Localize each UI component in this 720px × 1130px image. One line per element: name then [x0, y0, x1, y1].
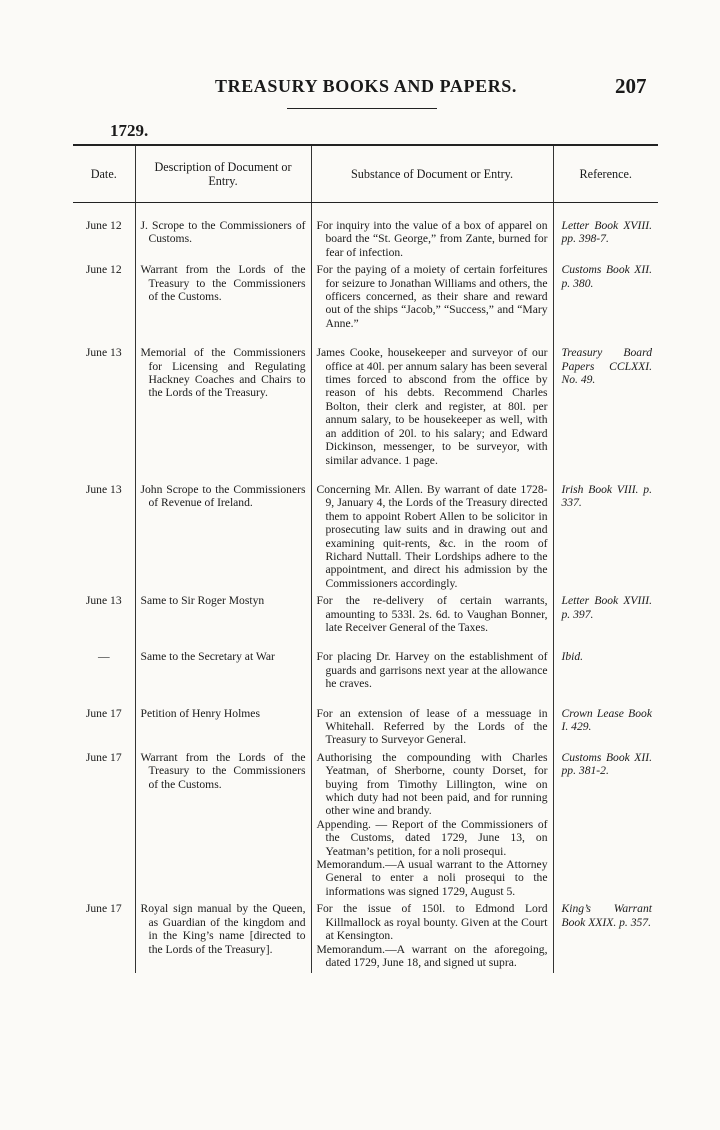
entry-description: Same to the Secretary at War — [135, 650, 311, 694]
entry-reference: Treasury Board Papers CCLXXI. No. 49. — [553, 346, 658, 471]
memorandum-paragraph: Memorandum.—A warrant on the aforegoing, dated 1729, June 18, and signed ut supra. — [316, 942, 548, 969]
treasury-table — [73, 144, 658, 973]
table-row — [73, 483, 658, 594]
year-heading: 1729. — [110, 121, 149, 140]
column-header-date: Date. — [73, 145, 135, 203]
table-row — [73, 707, 658, 751]
column-header-substance: Substance of Document or Entry. — [311, 145, 553, 203]
entry-substance: For inquiry into the value of a box of apparel on board the “St. George,” from Zante, burned for fear of infection. — [311, 203, 553, 264]
entry-description: Warrant from the Lords of the Treasury to the Commissioners of the Customs. — [135, 263, 311, 334]
entry-substance: Concerning Mr. Allen. By warrant of date 1728-9, January 4, the Lords of the Treasury directed them to appoint Robert Allen to be solicitor in prosecuting law suits and in drawing out and examining quit-rents, &c. in the room of Richard Nuttall. Their Lordships adhere to the appointment, and direct his admission by the Commissioners accordingly. — [311, 483, 553, 594]
entry-description: Royal sign manual by the Queen, as Guardian of the kingdom and in the King’s name [directed to the Lords of the Treasury]. — [135, 902, 311, 973]
entry-date: June 13 — [85, 346, 122, 360]
entry-date: — — [97, 650, 110, 664]
table-row — [73, 751, 658, 902]
entry-reference: Ibid. — [553, 650, 658, 694]
header-rule — [287, 108, 437, 109]
page-number: 207 — [615, 74, 647, 98]
entry-description: Warrant from the Lords of the Treasury to the Commissioners of the Customs. — [135, 751, 311, 902]
entry-reference: Crown Lease Book I. 429. — [553, 707, 658, 751]
entry-date: June 17 — [85, 750, 122, 764]
table-row — [73, 650, 658, 694]
entry-description: Same to Sir Roger Mostyn — [135, 594, 311, 638]
memorandum-paragraph: Memorandum.—A usual warrant to the Attorney General to enter a noli prosequi to the informations was signed 1729, August 5. — [316, 858, 548, 898]
running-header — [0, 72, 720, 102]
entry-substance: For placing Dr. Harvey on the establishment of guards and garrisons next year at the allowance he craves. — [311, 650, 553, 694]
entry-date: June 12 — [85, 219, 122, 232]
appending-paragraph: Appending. — Report of the Commissioners of the Customs, dated 1729, June 13, on Yeatman’s petition, for a noli prosequi. — [316, 817, 548, 858]
entry-date: June 13 — [85, 594, 122, 608]
entry-reference: Irish Book VIII. p. 337. — [553, 483, 658, 594]
table-row — [73, 203, 658, 264]
page-title: TREASURY BOOKS AND PAPERS. — [215, 76, 518, 96]
entry-reference: King’s Warrant Book XXIX. p. 357. — [553, 902, 658, 973]
entry-date: June 12 — [85, 263, 122, 277]
column-header-description: Description of Document or Entry. — [135, 145, 311, 203]
entry-description: J. Scrope to the Commissioners of Customs. — [135, 203, 311, 264]
column-header-reference: Reference. — [553, 145, 658, 203]
entry-substance: For the paying of a moiety of certain forfeitures for seizure to Jonathan Williams and others, the officers concerned, as their share and reward out of the ships “Jacob,” “Success,” and “Mary Anne.” — [311, 263, 553, 334]
entry-substance: James Cooke, housekeeper and surveyor of our office at 40l. per annum salary has been several times forced to abscond from the office by reason of his debts. Recommend Charles Bolton, their clerk and register, at 80l. per annum salary, to be housekeeper as well, with an addition of 20l. to his salary; and Edward Dickinson, messenger, to be surveyor, with similar advance. 1 page. — [311, 346, 553, 471]
entry-substance: For an extension of lease of a messuage in Whitehall. Referred by the Lords of the Treasury to Surveyor General. — [311, 707, 553, 751]
entry-reference: Letter Book XVIII. pp. 398-7. — [553, 203, 658, 264]
entry-reference: Letter Book XVIII. p. 397. — [553, 594, 658, 638]
entry-description: John Scrope to the Commissioners of Revenue of Ireland. — [135, 483, 311, 594]
table-row — [73, 263, 658, 334]
entry-date: June 17 — [85, 902, 122, 916]
table-row — [73, 594, 658, 638]
entry-substance — [311, 751, 553, 902]
entry-substance: For the re-delivery of certain warrants, amounting to 533l. 2s. 6d. to Vaughan Bonner, late Receiver General of the Taxes. — [311, 594, 553, 638]
table-header-row — [73, 145, 658, 203]
entry-reference: Customs Book XII. p. 380. — [553, 263, 658, 334]
entry-reference: Customs Book XII. pp. 381-2. — [553, 751, 658, 902]
substance-paragraph: Authorising the compounding with Charles Yeatman, of Sherborne, county Dorset, for buying from Timothy Lillington, wine on which duty had not been paid, and for running other wine and brandy. — [316, 750, 548, 818]
table-row — [73, 902, 658, 973]
entry-description: Petition of Henry Holmes — [135, 707, 311, 751]
entry-description: Memorial of the Commissioners for Licensing and Regulating Hackney Coaches and Chairs to the Lords of the Treasury. — [135, 346, 311, 471]
entry-date: June 13 — [85, 482, 122, 496]
substance-paragraph: For the issue of 150l. to Edmond Lord Killmallock as royal bounty. Given at the Court at Kensington. — [316, 902, 548, 943]
entry-date: June 17 — [85, 706, 122, 720]
entry-substance — [311, 902, 553, 973]
table-row — [73, 346, 658, 471]
